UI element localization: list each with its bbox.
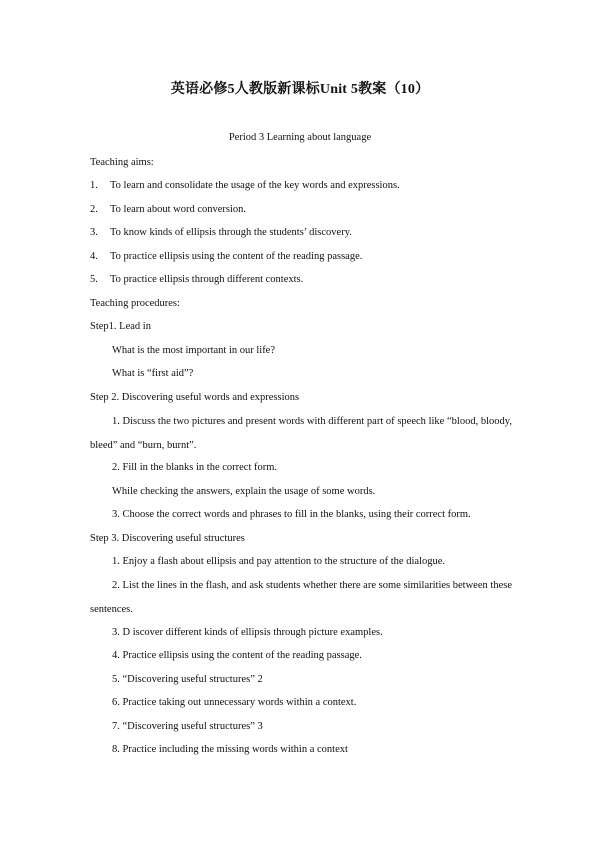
document-title: 英语必修5人教版新课标Unit 5教案（10） [170, 82, 430, 97]
aim-number: 3. [90, 227, 98, 238]
step1-heading: Step1. Lead in [90, 321, 151, 332]
step3-line: 7. “Discovering useful structures” 3 [112, 721, 263, 732]
aim-text: To practice ellipsis using the content of the reading passage. [110, 251, 363, 262]
aim-text: To know kinds of ellipsis through the students’ discovery. [110, 227, 352, 238]
aim-number: 1. [90, 180, 98, 191]
step3-heading: Step 3. Discovering useful structures [90, 533, 245, 544]
procedures-heading: Teaching procedures: [90, 298, 180, 309]
aim-item [90, 251, 362, 262]
step2-line: 3. Choose the correct words and phrases to fill in the blanks, using their correct form. [112, 509, 471, 520]
step3-line: 5. “Discovering useful structures” 2 [112, 674, 263, 685]
aim-item [90, 204, 246, 215]
step2-heading: Step 2. Discovering useful words and expressions [90, 392, 300, 403]
aim-number: 2. [90, 204, 98, 215]
aim-text: To learn about word conversion. [110, 204, 247, 215]
step3-paragraph: 2. List the lines in the flash, and ask students whether there are some similarities between these sentences. [90, 580, 512, 615]
aim-item [90, 274, 303, 285]
step3-line: 4. Practice ellipsis using the content of the reading passage. [112, 650, 362, 661]
aims-heading: Teaching aims: [90, 157, 154, 168]
aim-item [90, 180, 400, 191]
step1-line: What is “first aid”? [112, 368, 194, 379]
step2-line: 2. Fill in the blanks in the correct form. [112, 462, 278, 473]
step1-line: What is the most important in our life? [112, 345, 276, 356]
step3-line: 6. Practice taking out unnecessary words within a context. [112, 697, 357, 708]
aim-text: To practice ellipsis through different contexts. [110, 274, 304, 285]
step3-line: 3. D iscover different kinds of ellipsis through picture examples. [112, 627, 383, 638]
aim-number: 4. [90, 251, 98, 262]
step3-line: 1. Enjoy a flash about ellipsis and pay attention to the structure of the dialogue. [112, 556, 446, 567]
step2-line: While checking the answers, explain the usage of some words. [112, 486, 376, 497]
aim-number: 5. [90, 274, 98, 285]
aim-text: To learn and consolidate the usage of the key words and expressions. [110, 180, 400, 191]
step3-line: 8. Practice including the missing words within a context [112, 744, 348, 755]
step2-paragraph: 1. Discuss the two pictures and present words with different part of speech like “blood, bloody, bleed” and “burn, burnt”. [90, 416, 512, 451]
period-subtitle: Period 3 Learning about language [228, 132, 372, 143]
aim-item [90, 227, 352, 238]
